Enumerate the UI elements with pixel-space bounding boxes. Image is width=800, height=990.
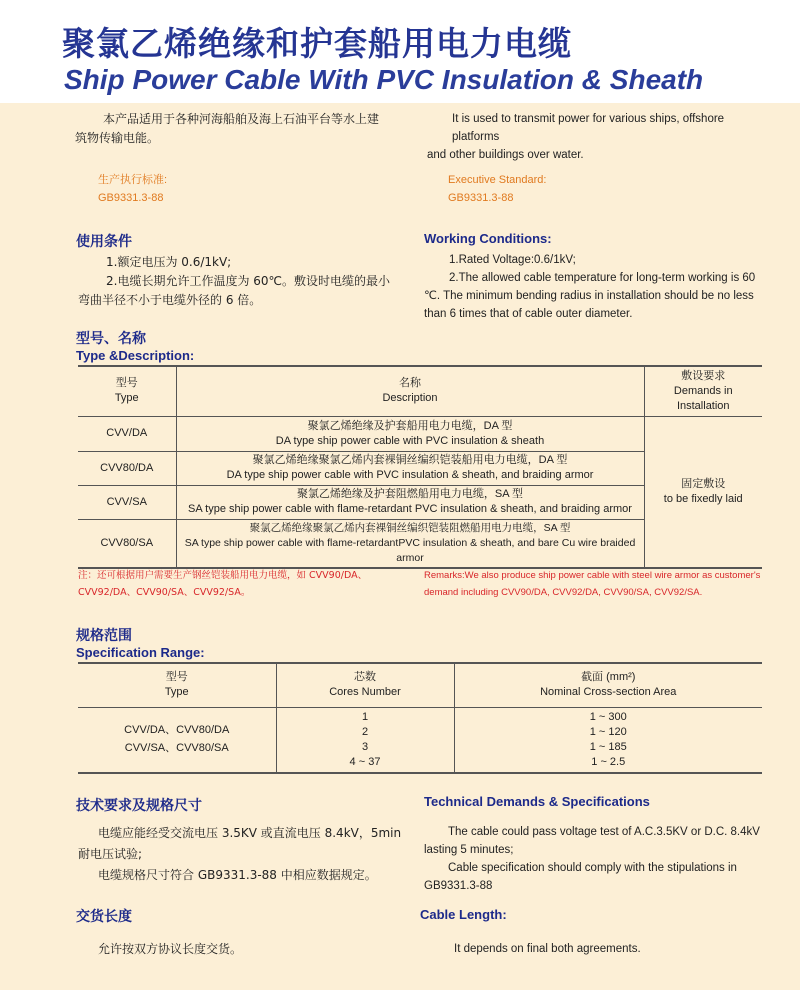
standard-cn-label: 生产执行标准: <box>98 174 168 186</box>
conditions-cn-line: 弯曲半径不小于电缆外径的 6 倍。 <box>78 293 262 307</box>
desc-en: SA type ship power cable with flame-retardant PVC insulation & sheath, and braiding armor <box>188 503 632 515</box>
area-value: 1 ~ 120 <box>589 725 627 738</box>
intro-cn-line: 本产品适用于各种河海船舶及海上石油平台等水上建 <box>103 112 380 126</box>
length-en: It depends on final both agreements. <box>454 943 641 955</box>
length-heading-cn: 交货长度 <box>76 909 132 925</box>
table-header-row <box>78 663 762 707</box>
description-cell <box>176 519 644 568</box>
col-desc-en: Description <box>382 392 438 405</box>
header <box>0 0 800 103</box>
desc-cn: 聚氯乙烯绝缘聚氯乙烯内套裸铜丝编织铠装阻燃船用电力电缆，SA 型 <box>249 521 571 534</box>
standard-en-label: Executive Standard: <box>448 174 547 186</box>
col-install-en: Demands in <box>673 384 733 397</box>
desc-en: SA type ship power cable with flame-retardantPVC insulation & sheath, and bare Cu wire braided armor <box>184 536 636 564</box>
spec-heading-en: Specification Range: <box>76 645 205 660</box>
page-title-en: Ship Power Cable With PVC Insulation & Sheath <box>64 64 704 95</box>
col-area-en: Nominal Cross-section Area <box>540 686 677 699</box>
conditions-cn-line: 2.电缆长期允许工作温度为 60℃。敷设时电缆的最小 <box>106 274 391 288</box>
conditions-cn-line: 1.额定电压为 0.6/1kV; <box>106 255 232 269</box>
col-install-cn: 敷设要求 <box>681 369 726 382</box>
install-cn: 固定敷设 <box>681 477 726 490</box>
tech-cn-line: 耐电压试验; <box>78 847 143 861</box>
tech-en-line: GB9331.3-88 <box>424 880 493 892</box>
standard-cn <box>98 171 167 207</box>
col-description <box>176 366 644 416</box>
note-cn <box>78 567 367 601</box>
spec-type: CVV/SA、CVV80/SA <box>124 742 229 755</box>
area-value: 1 ~ 300 <box>589 710 627 723</box>
col-cores-cn: 芯数 <box>354 671 376 684</box>
tech-heading-cn: 技术要求及规格尺寸 <box>76 798 202 814</box>
desc-cn: 聚氯乙烯绝缘聚氯乙烯内套裸铜丝编织铠装船用电力电缆，DA 型 <box>252 454 568 466</box>
intro-en-line: It is used to transmit power for various ships, offshore platforms <box>452 113 725 143</box>
conditions-en-line: 1.Rated Voltage:0.6/1kV; <box>449 254 576 266</box>
specification-table <box>78 662 762 774</box>
tech-heading-en: Technical Demands & Specifications <box>424 794 650 809</box>
type-cell: CVV/DA <box>78 416 176 451</box>
length-cn: 允许按双方协议长度交货。 <box>98 942 243 956</box>
col-desc-cn: 名称 <box>399 377 421 390</box>
area-cell <box>454 707 762 773</box>
type-cell: CVV/SA <box>78 485 176 519</box>
note-en <box>424 567 760 601</box>
page-title-cn: 聚氯乙烯绝缘和护套船用电力电缆 <box>62 24 572 63</box>
spec-heading-cn: 规格范围 <box>76 628 132 644</box>
installation-cell <box>644 416 762 568</box>
table-row <box>78 707 762 773</box>
col-type-en: Type <box>164 686 189 699</box>
cores-value: 2 <box>361 725 369 738</box>
conditions-heading-en: Working Conditions: <box>424 231 552 246</box>
install-en: to be fixedly laid <box>663 492 743 505</box>
length-heading-en: Cable Length: <box>420 907 507 922</box>
tech-cn <box>78 823 401 886</box>
col-type <box>78 366 176 416</box>
col-type-en: Type <box>114 392 139 405</box>
type-cell <box>78 707 276 773</box>
spec-type: CVV/DA、CVV80/DA <box>124 724 230 737</box>
col-area-cn: 截面 (mm²) <box>581 671 636 684</box>
col-type-cn: 型号 <box>115 377 138 390</box>
col-installation <box>644 366 762 416</box>
description-cell <box>176 416 644 451</box>
intro-en-line: and other buildings over water. <box>427 149 584 161</box>
tech-en <box>424 823 760 895</box>
cores-value: 4 ~ 37 <box>349 755 381 768</box>
standard-cn-value: GB9331.3-88 <box>98 192 164 204</box>
conditions-en <box>424 251 755 323</box>
note-en-line: Remarks:We also produce ship power cable with steel wire armor as customer's <box>424 570 761 581</box>
types-heading-cn: 型号、名称 <box>76 331 146 347</box>
desc-cn: 聚氯乙烯绝缘及护套阻燃船用电力电缆，SA 型 <box>296 488 524 500</box>
tech-en-line: The cable could pass voltage test of A.C.3.5KV or D.C. 8.4kV <box>448 826 760 838</box>
area-value: 1 ~ 185 <box>589 740 627 753</box>
cores-value: 3 <box>361 740 369 753</box>
note-cn-line: CVV92/DA、CVV90/SA、CVV92/SA。 <box>78 587 251 598</box>
type-cell: CVV80/DA <box>78 451 176 485</box>
type-description-table <box>78 365 762 569</box>
conditions-en-line: than 6 times that of cable outer diameter. <box>424 308 633 320</box>
desc-en: DA type ship power cable with PVC insulation & sheath <box>275 434 545 447</box>
type-cell: CVV80/SA <box>78 519 176 568</box>
conditions-cn <box>78 253 390 310</box>
col-cores <box>276 663 454 707</box>
col-install-en: Installation <box>676 399 730 412</box>
description-cell <box>176 451 644 485</box>
intro-cn <box>75 110 415 148</box>
col-type <box>78 663 276 707</box>
standard-en <box>448 171 546 207</box>
col-area <box>454 663 762 707</box>
standard-en-value: GB9331.3-88 <box>448 192 514 204</box>
conditions-en-line: 2.The allowed cable temperature for long-term working is 60 <box>449 272 756 284</box>
tech-en-line: lasting 5 minutes; <box>424 844 514 856</box>
desc-cn: 聚氯乙烯绝缘及护套船用电力电缆，DA 型 <box>307 419 513 432</box>
cores-value: 1 <box>361 710 369 723</box>
table-header-row <box>78 366 762 416</box>
conditions-heading-cn: 使用条件 <box>76 234 132 250</box>
table-row <box>78 416 762 451</box>
col-type-cn: 型号 <box>165 671 188 684</box>
tech-cn-line: 电缆应能经受交流电压 3.5KV 或直流电压 8.4kV，5min <box>98 826 402 840</box>
description-cell <box>176 485 644 519</box>
conditions-en-line: ℃. The minimum bending radius in installation should be no less <box>424 290 754 302</box>
note-en-line: demand including CVV90/DA, CVV92/DA, CVV90/SA, CVV92/SA. <box>424 587 703 598</box>
tech-en-line: Cable specification should comply with the stipulations in <box>448 862 737 874</box>
intro-cn-line: 筑物传输电能。 <box>75 131 160 145</box>
note-cn-line: 注：还可根据用户需要生产钢丝铠装船用电力电缆，如 CVV90/DA、 <box>78 570 368 581</box>
tech-cn-line: 电缆规格尺寸符合 GB9331.3-88 中相应数据规定。 <box>98 868 377 882</box>
intro-en <box>427 110 767 164</box>
cores-cell <box>276 707 454 773</box>
desc-en: DA type ship power cable with PVC insulation & sheath, and braiding armor <box>226 469 594 481</box>
area-value: 1 ~ 2.5 <box>591 755 626 768</box>
col-cores-en: Cores Number <box>329 686 401 699</box>
types-heading-en: Type &Description: <box>76 348 195 363</box>
